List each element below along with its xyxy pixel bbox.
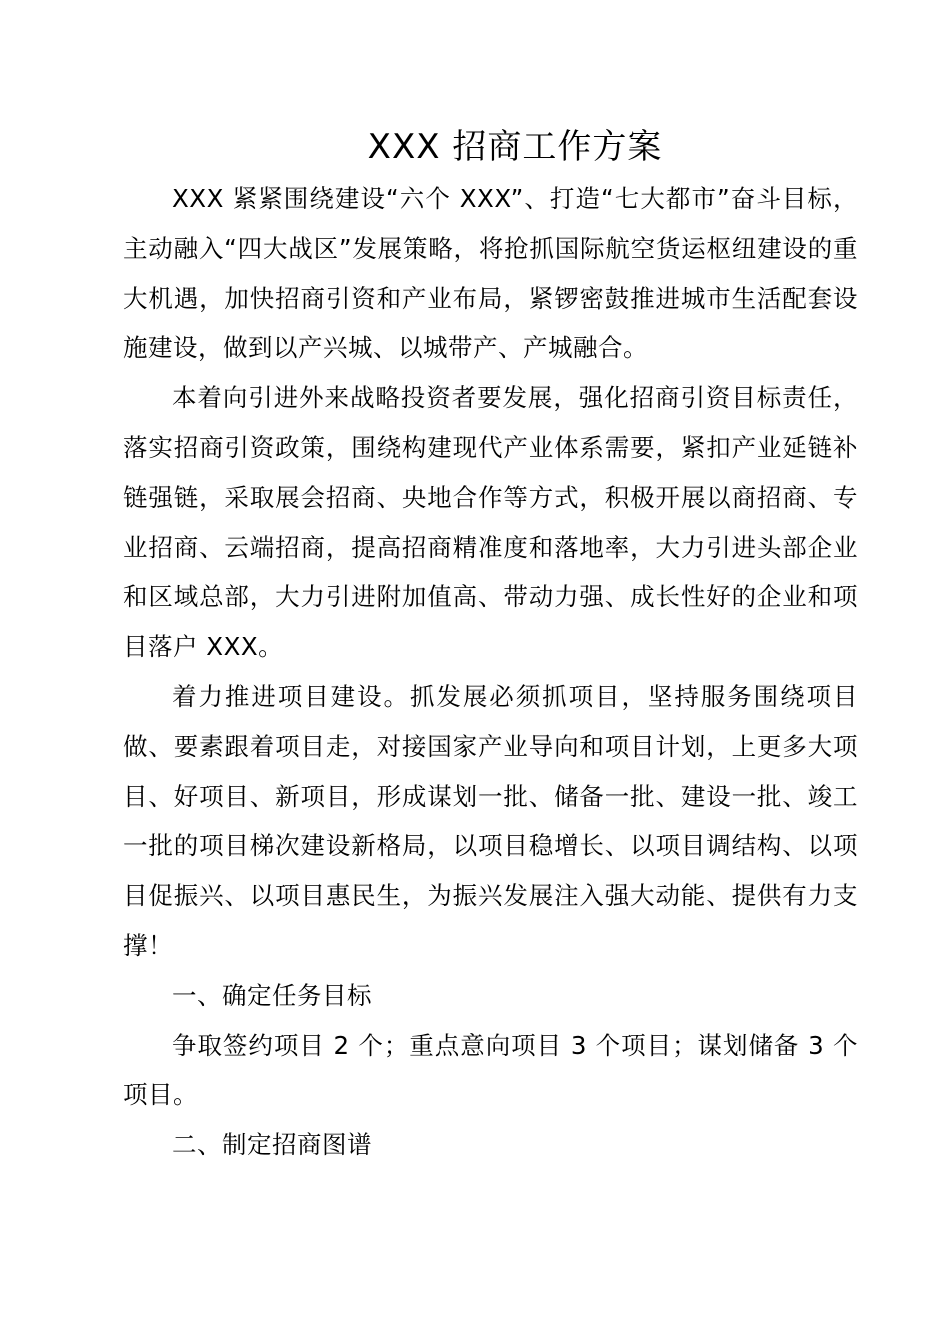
paragraph-intro: XXX 紧紧围绕建设“六个 XXX”、打造“七大都市”奋斗目标，主动融入“四大战区”发展策略，将抢抓国际航空货运枢纽建设的重大机遇，加快招商引资和产业布局，紧锣密鼓推进城市生活配套设施建设，做到以产兴城、以城带产、产城融合。 <box>123 184 858 363</box>
section-heading-2: 二、制定招商图谱 <box>172 1130 372 1160</box>
paragraph-investment: 本着向引进外来战略投资者要发展，强化招商引资目标责任，落实招商引资政策，围绕构建现代产业体系需要，紧扣产业延链补链强链，采取展会招商、央地合作等方式，积极开展以商招商、专业招商、云端招商，提高招商精准度和落地率，大力引进头部企业和区域总部，大力引进附加值高、带动力强、成长性好的企业和项目落户 XXX。 <box>123 383 858 662</box>
document-title: XXX 招商工作方案 <box>367 127 663 167</box>
section-heading-1: 一、确定任务目标 <box>172 980 372 1010</box>
paragraph-targets: 争取签约项目 2 个；重点意向项目 3 个项目；谋划储备 3 个项目。 <box>123 1030 858 1110</box>
document-body <box>123 174 858 1170</box>
paragraph-projects: 着力推进项目建设。抓发展必须抓项目，坚持服务围绕项目做、要素跟着项目走，对接国家产业导向和项目计划，上更多大项目、好项目、新项目，形成谋划一批、储备一批、建设一批、竣工一批的项目梯次建设新格局，以项目稳增长、以项目调结构、以项目促振兴、以项目惠民生，为振兴发展注入强大动能、提供有力支撑！ <box>123 681 858 960</box>
